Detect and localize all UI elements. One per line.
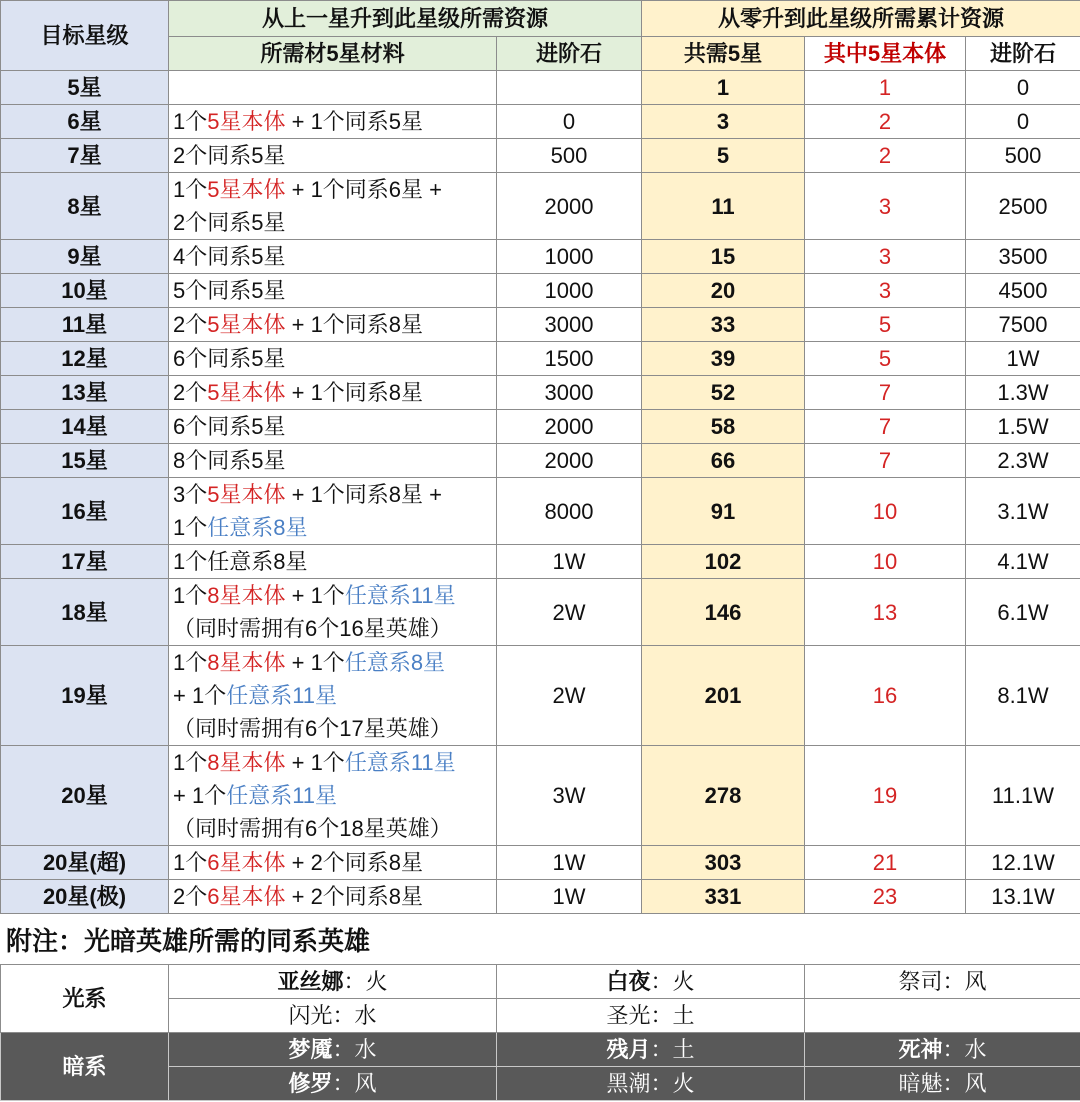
target-star-cell: 20星(超): [1, 846, 169, 880]
target-star-cell: 10星: [1, 274, 169, 308]
material-line: [173, 712, 494, 745]
material-cell: [169, 240, 497, 274]
material-line: [173, 206, 494, 239]
material-cell: [169, 444, 497, 478]
table-row: [1, 71, 1080, 105]
material-highlight: 8星本体: [207, 750, 286, 775]
stone-cell: [497, 71, 642, 105]
hero-cell: [497, 999, 805, 1033]
material-cell: [169, 376, 497, 410]
cum-stone-cell: 1W: [966, 342, 1080, 376]
self-5star-cell: 7: [805, 444, 966, 478]
stone-cell: 2000: [497, 444, 642, 478]
table-row: [1, 410, 1080, 444]
light-label: 光系: [1, 965, 169, 1033]
material-text: + 1个同系5星: [285, 109, 424, 134]
stone-cell: 1W: [497, 545, 642, 579]
total-5star-cell: 102: [642, 545, 805, 579]
hero-element: ：火: [650, 1071, 695, 1096]
material-cell: [169, 308, 497, 342]
material-line: [173, 274, 494, 307]
material-line: [173, 308, 494, 341]
stone-cell: 0: [497, 105, 642, 139]
material-highlight: 6星本体: [207, 850, 286, 875]
material-line: [173, 444, 494, 477]
target-star-cell: 20星: [1, 746, 169, 846]
total-5star-cell: 33: [642, 308, 805, 342]
cum-stone-cell: 3.1W: [966, 478, 1080, 545]
hero-cell: [169, 1067, 497, 1101]
cum-stone-cell: 8.1W: [966, 646, 1080, 746]
material-highlight: 8星本体: [207, 650, 286, 675]
material-cell: [169, 846, 497, 880]
material-highlight: 5星本体: [207, 312, 286, 337]
table-row: [1, 880, 1080, 914]
header-target-star: 目标星级: [1, 1, 169, 71]
material-line: [173, 880, 494, 913]
self-5star-cell: 2: [805, 139, 966, 173]
table-row: [1, 139, 1080, 173]
material-text: 2个同系5星: [173, 210, 286, 235]
material-text: （同时需拥有6个18星英雄）: [173, 816, 452, 841]
material-highlight: 6星本体: [207, 884, 286, 909]
material-text: 2个: [173, 380, 208, 405]
material-text: 1个: [173, 177, 208, 202]
hero-element: ：水: [332, 1003, 377, 1028]
material-line: [173, 612, 494, 645]
material-cell: [169, 646, 497, 746]
hero-name: 亚丝娜: [277, 969, 344, 994]
material-line: [173, 173, 494, 206]
hero-cell: [497, 1067, 805, 1101]
total-5star-cell: 146: [642, 579, 805, 646]
total-5star-cell: 303: [642, 846, 805, 880]
self-5star-cell: 21: [805, 846, 966, 880]
hero-name: 白夜: [606, 969, 651, 994]
stone-cell: 1000: [497, 274, 642, 308]
material-cell: [169, 173, 497, 240]
table-row: [1, 342, 1080, 376]
self-5star-cell: 16: [805, 646, 966, 746]
table-row: [1, 240, 1080, 274]
hero-cell: [497, 1033, 805, 1067]
material-text: + 1个: [285, 583, 345, 608]
material-text: 4个同系5星: [173, 244, 286, 269]
stone-cell: 3W: [497, 746, 642, 846]
material-cell: [169, 545, 497, 579]
dark-label: 暗系: [1, 1033, 169, 1101]
self-5star-cell: 2: [805, 105, 966, 139]
hero-name: 祭司: [898, 969, 943, 994]
hero-cell: [169, 999, 497, 1033]
total-5star-cell: 201: [642, 646, 805, 746]
stone-cell: 3000: [497, 376, 642, 410]
material-text: 1个: [173, 850, 208, 875]
table-body: [1, 71, 1080, 914]
cum-stone-cell: 4.1W: [966, 545, 1080, 579]
material-highlight: 任意系8星: [207, 515, 308, 540]
table-row: [1, 444, 1080, 478]
cum-stone-cell: 2500: [966, 173, 1080, 240]
material-line: [173, 105, 494, 138]
hero-name: 圣光: [606, 1003, 651, 1028]
material-text: 6个同系5星: [173, 414, 286, 439]
material-highlight: 任意系8星: [344, 650, 446, 675]
stone-cell: 1W: [497, 846, 642, 880]
hero-element: ：火: [650, 969, 695, 994]
total-5star-cell: 20: [642, 274, 805, 308]
material-cell: [169, 579, 497, 646]
material-line: [173, 846, 494, 879]
stone-cell: 2W: [497, 646, 642, 746]
material-text: （同时需拥有6个16星英雄）: [173, 616, 452, 641]
self-5star-cell: 3: [805, 274, 966, 308]
target-star-cell: 6星: [1, 105, 169, 139]
note-title: 附注：光暗英雄所需的同系英雄: [6, 926, 371, 956]
material-highlight: 5星本体: [207, 109, 286, 134]
material-highlight: 任意系11星: [226, 683, 338, 708]
stone-cell: 2W: [497, 579, 642, 646]
header-stone: 进阶石: [497, 37, 642, 71]
material-text: 3个: [173, 482, 208, 507]
hero-name: 闪光: [288, 1003, 333, 1028]
target-star-cell: 5星: [1, 71, 169, 105]
hero-cell: [497, 965, 805, 999]
material-text: 1个: [173, 515, 208, 540]
material-text: + 2个同系8星: [285, 850, 424, 875]
total-5star-cell: 3: [642, 105, 805, 139]
material-text: + 1个同系8星: [285, 380, 424, 405]
material-line: [173, 376, 494, 409]
hero-element: ：土: [650, 1037, 695, 1062]
material-line: [173, 410, 494, 443]
stone-cell: 500: [497, 139, 642, 173]
stone-cell: 2000: [497, 410, 642, 444]
material-cell: [169, 746, 497, 846]
material-line: [173, 478, 494, 511]
hero-element: ：火: [343, 969, 388, 994]
header-group-from-prev: 从上一星升到此星级所需资源: [169, 1, 642, 37]
hero-element: ：风: [332, 1071, 377, 1096]
stone-cell: 1000: [497, 240, 642, 274]
hero-name: 修罗: [288, 1071, 333, 1096]
material-text: + 1个: [285, 750, 345, 775]
target-star-cell: 17星: [1, 545, 169, 579]
material-text: + 1个: [173, 783, 227, 808]
material-text: + 1个同系8星: [285, 312, 424, 337]
self-5star-cell: 10: [805, 478, 966, 545]
hero-name: 残月: [606, 1037, 651, 1062]
material-cell: [169, 274, 497, 308]
cum-stone-cell: 12.1W: [966, 846, 1080, 880]
hero-element: ：风: [942, 1071, 987, 1096]
target-star-cell: 16星: [1, 478, 169, 545]
self-5star-cell: 1: [805, 71, 966, 105]
material-line: [173, 646, 494, 679]
self-5star-cell: 5: [805, 342, 966, 376]
target-star-cell: 19星: [1, 646, 169, 746]
cum-stone-cell: 1.3W: [966, 376, 1080, 410]
table-row: [1, 545, 1080, 579]
material-highlight: 任意系11星: [344, 750, 456, 775]
target-star-cell: 13星: [1, 376, 169, 410]
hero-cell: [805, 1033, 1080, 1067]
material-text: 1个: [173, 109, 208, 134]
table-row: [1, 173, 1080, 240]
total-5star-cell: 66: [642, 444, 805, 478]
cum-stone-cell: 0: [966, 71, 1080, 105]
stone-cell: 1500: [497, 342, 642, 376]
table-row: [1, 579, 1080, 646]
hero-cell: [805, 1067, 1080, 1101]
material-line: [173, 679, 494, 712]
self-5star-cell: 13: [805, 579, 966, 646]
hero-element: ：土: [650, 1003, 695, 1028]
material-line: [173, 812, 494, 845]
material-line: [173, 240, 494, 273]
total-5star-cell: 11: [642, 173, 805, 240]
material-text: + 1个: [173, 683, 227, 708]
self-5star-cell: 7: [805, 376, 966, 410]
target-star-cell: 7星: [1, 139, 169, 173]
material-highlight: 5星本体: [207, 482, 286, 507]
material-text: 8个同系5星: [173, 448, 286, 473]
material-line: [173, 746, 494, 779]
material-cell: [169, 880, 497, 914]
cum-stone-cell: 1.5W: [966, 410, 1080, 444]
total-5star-cell: 1: [642, 71, 805, 105]
target-star-cell: 8星: [1, 173, 169, 240]
material-cell: [169, 410, 497, 444]
material-cell: [169, 139, 497, 173]
material-line: [173, 342, 494, 375]
table-row: [1, 105, 1080, 139]
cum-stone-cell: 3500: [966, 240, 1080, 274]
self-5star-cell: 7: [805, 410, 966, 444]
target-star-cell: 14星: [1, 410, 169, 444]
table-row: [1, 376, 1080, 410]
material-line: [173, 545, 494, 578]
material-highlight: 任意系11星: [226, 783, 338, 808]
hero-name: 梦魇: [288, 1037, 333, 1062]
cum-stone-cell: 0: [966, 105, 1080, 139]
total-5star-cell: 331: [642, 880, 805, 914]
stone-cell: 1W: [497, 880, 642, 914]
cum-stone-cell: 7500: [966, 308, 1080, 342]
material-line: [173, 779, 494, 812]
material-text: 5个同系5星: [173, 278, 286, 303]
material-cell: [169, 342, 497, 376]
material-highlight: 任意系11星: [344, 583, 456, 608]
material-highlight: 8星本体: [207, 583, 286, 608]
hero-name: 暗魅: [898, 1071, 943, 1096]
hero-element: ：水: [942, 1037, 987, 1062]
cum-stone-cell: 6.1W: [966, 579, 1080, 646]
material-text: 1个: [173, 583, 208, 608]
cum-stone-cell: 500: [966, 139, 1080, 173]
self-5star-cell: 23: [805, 880, 966, 914]
self-5star-cell: 19: [805, 746, 966, 846]
material-cell: [169, 478, 497, 545]
hero-cell: [805, 965, 1080, 999]
material-text: + 1个: [285, 650, 345, 675]
hero-element: ：水: [332, 1037, 377, 1062]
total-5star-cell: 52: [642, 376, 805, 410]
cum-stone-cell: 13.1W: [966, 880, 1080, 914]
material-line: [173, 579, 494, 612]
header-total-5star: 共需5星: [642, 37, 805, 71]
material-text: 1个: [173, 650, 208, 675]
self-5star-cell: 3: [805, 173, 966, 240]
target-star-cell: 12星: [1, 342, 169, 376]
material-text: 2个: [173, 312, 208, 337]
hero-affinity-table: [0, 964, 1080, 1101]
header-group-cumulative: 从零升到此星级所需累计资源: [642, 1, 1080, 37]
table-row: [1, 274, 1080, 308]
header-self-5star: 其中5星本体: [805, 37, 966, 71]
table-row: [1, 478, 1080, 545]
cum-stone-cell: 4500: [966, 274, 1080, 308]
total-5star-cell: 5: [642, 139, 805, 173]
hero-element: ：风: [942, 969, 987, 994]
material-text: 2个同系5星: [173, 143, 286, 168]
table-row: [1, 846, 1080, 880]
hero-name: 黑潮: [606, 1071, 651, 1096]
self-5star-cell: 3: [805, 240, 966, 274]
material-text: + 1个同系8星 +: [285, 482, 443, 507]
target-star-cell: 11星: [1, 308, 169, 342]
material-text: 2个: [173, 884, 208, 909]
self-5star-cell: 5: [805, 308, 966, 342]
material-text: （同时需拥有6个17星英雄）: [173, 716, 452, 741]
cum-stone-cell: 11.1W: [966, 746, 1080, 846]
stone-cell: 8000: [497, 478, 642, 545]
cum-stone-cell: 2.3W: [966, 444, 1080, 478]
stone-cell: 2000: [497, 173, 642, 240]
material-text: 1个任意系8星: [173, 549, 308, 574]
material-text: + 1个同系6星 +: [285, 177, 443, 202]
table-row: [1, 308, 1080, 342]
total-5star-cell: 91: [642, 478, 805, 545]
total-5star-cell: 39: [642, 342, 805, 376]
target-star-cell: 18星: [1, 579, 169, 646]
target-star-cell: 20星(极): [1, 880, 169, 914]
material-highlight: 5星本体: [207, 177, 286, 202]
material-text: + 2个同系8星: [285, 884, 424, 909]
hero-cell: [169, 965, 497, 999]
material-text: 1个: [173, 750, 208, 775]
material-line: [173, 511, 494, 544]
total-5star-cell: 278: [642, 746, 805, 846]
material-highlight: 5星本体: [207, 380, 286, 405]
material-cell: [169, 71, 497, 105]
table-row: [1, 646, 1080, 746]
hero-name: 死神: [898, 1037, 943, 1062]
header-material: 所需材5星材料: [169, 37, 497, 71]
hero-cell: [169, 1033, 497, 1067]
self-5star-cell: 10: [805, 545, 966, 579]
material-cell: [169, 105, 497, 139]
total-5star-cell: 58: [642, 410, 805, 444]
header-cum-stone: 进阶石: [966, 37, 1080, 71]
table-row: [1, 746, 1080, 846]
hero-cell-empty: [805, 999, 1080, 1033]
target-star-cell: 15星: [1, 444, 169, 478]
target-star-cell: 9星: [1, 240, 169, 274]
stone-cell: 3000: [497, 308, 642, 342]
material-line: [173, 139, 494, 172]
material-text: 6个同系5星: [173, 346, 286, 371]
total-5star-cell: 15: [642, 240, 805, 274]
